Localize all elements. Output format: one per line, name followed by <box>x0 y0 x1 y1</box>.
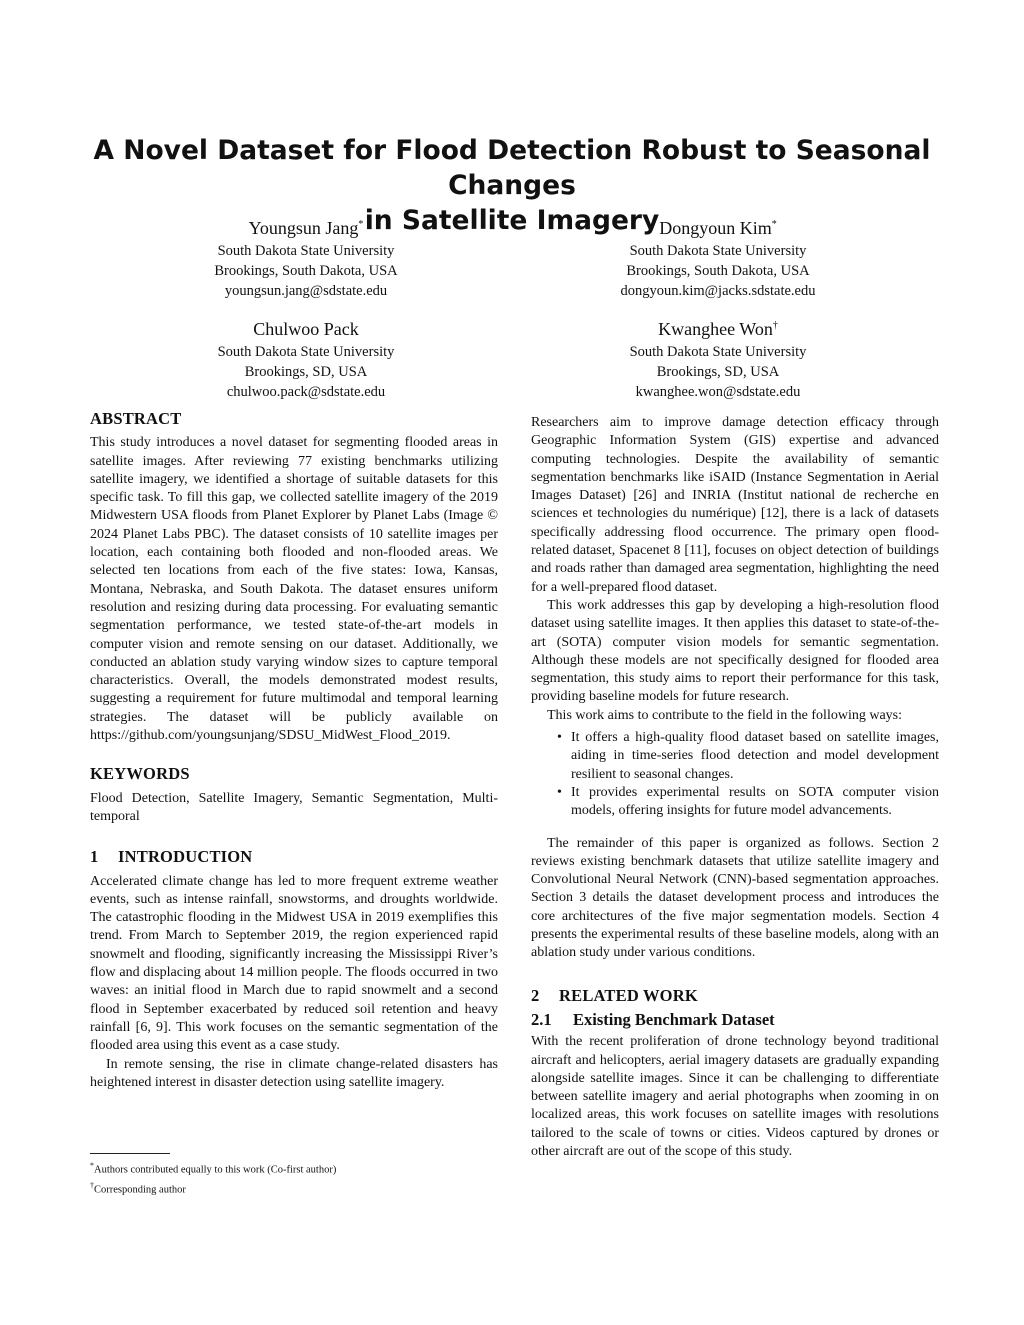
footnotes <box>90 1153 498 1197</box>
intro-paragraph-1: Accelerated climate change has led to more frequent extreme weather events, such as intense rainfall, snowstorms, and droughts worldwide. The catastrophic flooding in the Midwest USA in 2019 exemplifies this trend. From March to September 2019, the region experienced rapid snowmelt and flooding, significantly increasing the Mississippi River’s flow and displacing about 14 million people. The floods occurred in two waves: an initial flood in March due to rapid snowmelt and a second flood in September exacerbated by reduced soil retention and heavy rainfall [6, 9]. This work focuses on the semantic segmentation of the flooded area using this event as a case study. <box>90 873 498 1054</box>
title-line-1: A Novel Dataset for Flood Detection Robust to Seasonal Changes <box>93 135 931 201</box>
author-location: Brookings, South Dakota, USA <box>214 263 398 279</box>
right-paragraph-5: With the recent proliferation of drone technology beyond traditional aircraft and helicopters, aerial imagery datasets are gradually expanding alongside satellite images. Since it can be challenging to differentiate between satellite imagery and aerial photographs when zooming in on localized areas, this work focuses on satellite images with resolutions tailored to the scale of towns or cities. Videos captured by drones or other aircraft are out of the scope of this study. <box>531 1034 939 1159</box>
footnote-2: †Corresponding author <box>90 1180 186 1195</box>
right-column <box>531 414 939 1161</box>
right-paragraph-1: Researchers aim to improve damage detection efficacy through Geographic Information System (GIS) expertise and advanced computing technologies. Despite the availability of semantic segmentation benchmarks like iSAID (Instance Segmentation in Aerial Images Dataset) [26] and INRIA (Institut national de recherche en sciences et technologies du numérique) [12], there is a lack of datasets specifically addressing flood occurrence. The primary open flood-related dataset, Spacenet 8 [11], focuses on object detection of buildings and roads rather than damaged area segmentation, highlighting the need for a well-prepared flood dataset. <box>531 415 939 595</box>
author-affiliation: South Dakota State University <box>217 344 395 360</box>
keywords-text: Flood Detection, Satellite Imagery, Semantic Segmentation, Multi-temporal <box>90 790 498 824</box>
bullet-icon: • <box>557 730 562 746</box>
bullet-icon: • <box>557 784 562 800</box>
author-affiliation: South Dakota State University <box>629 243 807 259</box>
list-item: • It provides experimental results on SOTA computer vision models, offering insights for future model advancements. <box>557 784 939 819</box>
footnote-1: *Authors contributed equally to this work (Co-first author) <box>90 1161 337 1176</box>
author-email: kwanghee.won@sdstate.edu <box>635 384 801 400</box>
intro-heading: 1 INTRODUCTION <box>90 847 253 867</box>
abstract-text: This study introduces a novel dataset for segmenting flooded areas in satellite images. After reviewing 77 existing benchmarks utilizing satellite imagery, we identified a shortage of suitable datasets for this specific task. To fill this gap, we collected satellite imagery of the 2019 Midwestern USA floods from Planet Explorer by Planet Labs (Image © 2024 Planet Labs PBC). The dataset consists of 10 satellite images per location, each containing both flooded and non-flooded areas. We selected ten locations from each of the five states: Iowa, Kansas, Montana, Nebraska, and South Dakota. The dataset ensures uniform resolution and resizing during data processing. For evaluating semantic segmentation performance, we tested state-of-the-art models in computer vision and remote sensing on our dataset. Additionally, we conducted an ablation study varying window sizes to capture temporal characteristics. Overall, the models demonstrated modest results, suggesting a requirement for future multimodal and temporal learning strategies. The dataset will be publicly available on https://github.com/youngsunjang/SDSU_MidWest_Flood_2019. <box>90 435 498 744</box>
author-block-3 <box>126 317 486 402</box>
right-paragraph-4: The remainder of this paper is organized as follows. Section 2 reviews existing benchmark datasets that utilize satellite imagery and Convolutional Neural Network (CNN)-based segmentation approaches. Section 3 details the dataset development process and introduces the core architectures of the five major segmentation models. Section 4 presents the experimental results of these baseline models, along with an ablation study under various conditions. <box>531 835 939 961</box>
author-name: Dongyoun Kim* <box>659 218 777 238</box>
contribution-list <box>531 729 939 820</box>
list-item: • It offers a high-quality flood dataset based on satellite images, aiding in time-series flood detection and model development resilient to seasonal changes. <box>557 730 939 782</box>
keywords-heading: KEYWORDS <box>90 764 190 784</box>
footnote-rule <box>90 1153 170 1154</box>
author-block-2 <box>538 216 898 301</box>
author-name: Youngsun Jang* <box>248 218 364 238</box>
author-email: dongyoun.kim@jacks.sdstate.edu <box>620 283 816 299</box>
author-name: Kwanghee Won† <box>658 319 778 339</box>
related-work-heading: 2 RELATED WORK <box>531 985 698 1005</box>
abstract-heading: ABSTRACT <box>90 409 182 428</box>
existing-benchmark-heading: 2.1 Existing Benchmark Dataset <box>531 1009 775 1029</box>
author-email: chulwoo.pack@sdstate.edu <box>226 384 386 400</box>
intro-paragraph-2: In remote sensing, the rise in climate change-related disasters has heightened interest in disaster detection using satellite imagery. <box>90 1056 498 1090</box>
author-email: youngsun.jang@sdstate.edu <box>224 283 388 299</box>
author-location: Brookings, SD, USA <box>656 364 780 380</box>
author-location: Brookings, SD, USA <box>244 364 368 380</box>
right-paragraph-2: This work addresses this gap by developing a high-resolution flood dataset using satellite images. It then applies this dataset to state-of-the-art (SOTA) computer vision models for semantic segmentation. Although these models are not specifically designed for flooded area segmentation, this study aims to report their performance for this task, providing baseline models for future research. <box>531 597 939 705</box>
title-line-2: in Satellite Imagery <box>364 205 660 236</box>
author-affiliation: South Dakota State University <box>629 344 807 360</box>
left-column <box>90 410 498 1092</box>
author-block-1 <box>126 216 486 301</box>
author-location: Brookings, South Dakota, USA <box>626 263 810 279</box>
author-block-4 <box>538 317 898 402</box>
right-paragraph-3: This work aims to contribute to the field in the following ways: <box>547 707 902 723</box>
author-affiliation: South Dakota State University <box>217 243 395 259</box>
author-name: Chulwoo Pack <box>253 319 359 339</box>
